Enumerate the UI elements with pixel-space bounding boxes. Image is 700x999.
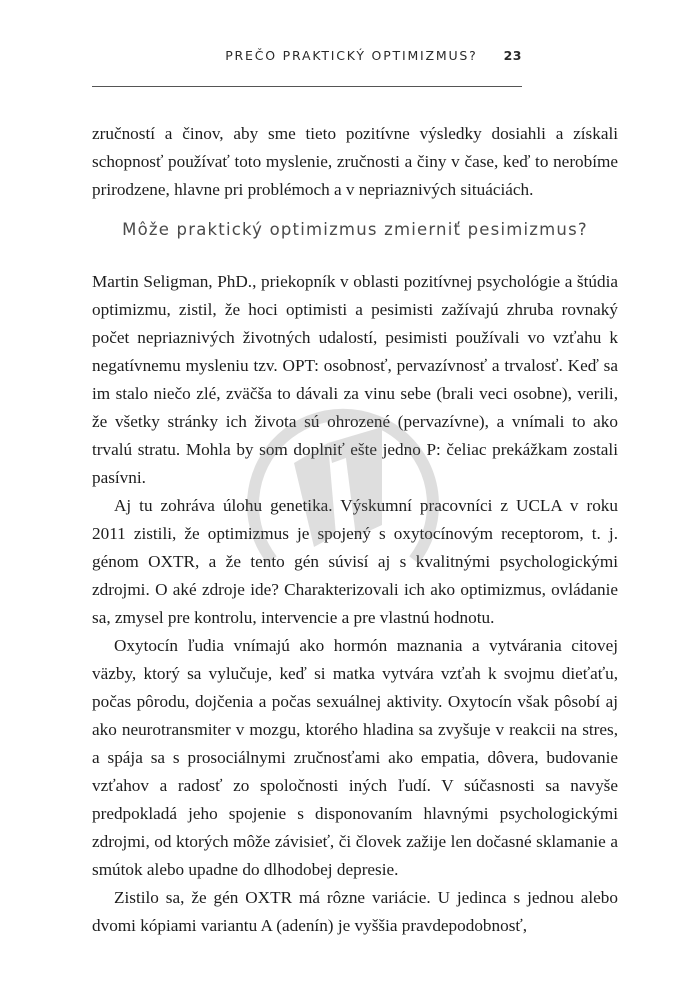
section-heading: Môže praktický optimizmus zmierniť pesimizmus? — [122, 220, 588, 239]
body-text — [92, 268, 618, 940]
paragraph: Oxytocín ľudia vnímajú ako hormón maznania a vytvárania citovej väzby, ktorý sa vylučuje, keď si matka vytvára vzťah k svojmu dieťaťu, počas pôrodu, dojčenia a počas sexuálnej aktivity. Oxytocín však pôsobí aj ako neurotransmiter v mozgu, ktorého hladina sa zvyšuje v reakcii na stres, a spája sa s prosociálnymi zručnosťami ako empatia, dôvera, budovanie vzťahov a radosť zo spoločnosti iných ľudí. V súčasnosti sa navyše predpokladá jeho spojenie s disponovaním hlavnými psychologickými zdrojmi, od ktorých môže závisieť, či človek zažije len dočasné sklamanie a smútok alebo upadne do dlhodobej depresie. — [92, 636, 618, 879]
header-rule — [92, 86, 522, 87]
paragraph: zručností a činov, aby sme tieto pozitívne výsledky dosiahli a získali schopnosť používať toto myslenie, zručnosti a činy v čase, keď to nerobíme prirodzene, hlavne pri problémoch a v nepriaznivých situáciách. — [92, 124, 618, 199]
paragraph: Zistilo sa, že gén OXTR má rôzne variácie. U jedinca s jednou alebo dvomi kópiami variantu A (adenín) je vyššia pravdepodobnosť, — [92, 888, 618, 935]
page-number: 23 — [503, 48, 522, 63]
continuation-paragraph — [92, 120, 618, 204]
paragraph: Aj tu zohráva úlohu genetika. Výskumní pracovníci z UCLA v roku 2011 zistili, že optimizmus je spojený s oxytocínovým receptorom, t. j. génom OXTR, a že tento gén súvisí aj s kvalitnými psychologickými zdrojmi. O aké zdroje ide? Charakterizovali ich ako optimizmus, ovládanie sa, zmysel pre kontrolu, intervencie a pre vlastnú hodnotu. — [92, 496, 618, 627]
running-header — [92, 48, 522, 70]
paragraph: Martin Seligman, PhD., priekopník v oblasti pozitívnej psychológie a štúdia optimizmu, zistil, že hoci optimisti a pesimisti zažívajú zhruba rovnaký počet nepriaznivých životných udalostí, pesimisti používali vo vzťahu k negatívnemu mysleniu tzv. OPT: osobnosť, pervazívnosť a trvalosť. Keď sa im stalo niečo zlé, zväčša to dávali za vinu sebe (brali veci osobne), verili, že všetky stránky ich života sú ohrozené (pervazívne), a vnímali to ako trvalú stratu. Mohla by som doplniť ešte jedno P: čeliac prekážkam zostali pasívni. — [92, 272, 618, 487]
running-title: PREČO PRAKTICKÝ OPTIMIZMUS? — [225, 48, 478, 63]
